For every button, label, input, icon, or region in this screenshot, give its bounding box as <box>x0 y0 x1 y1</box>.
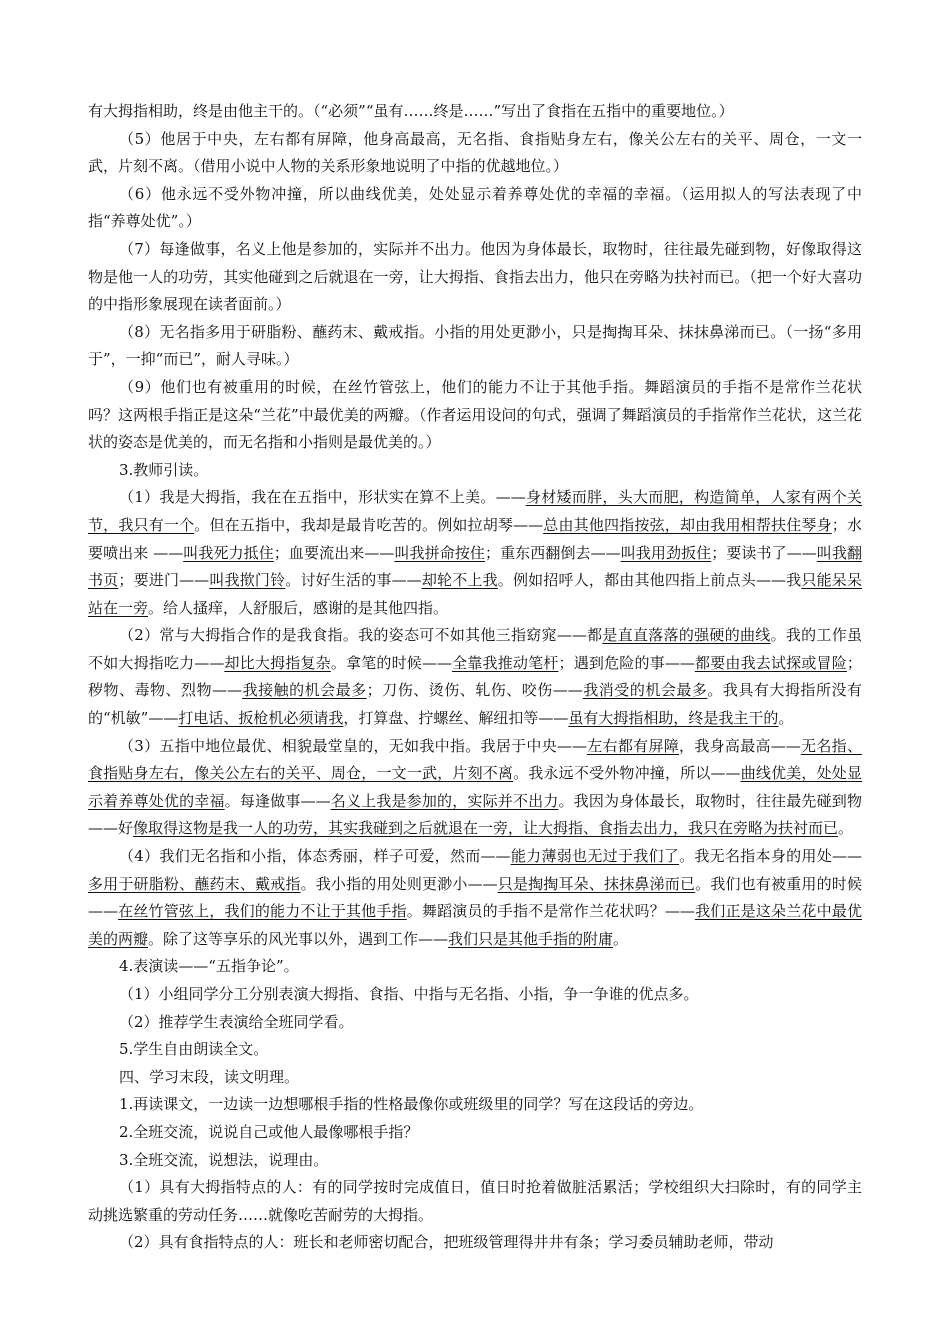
text-run: （9）他们也有被重用的时候，在丝竹管弦上，他们的能力不让于其他手指。舞蹈演员的手指不是常作兰花状吗？这两根手指正是这朵“兰花”中最优美的两瓣。（作者运用设问的句式，强调了舞蹈演员的手指常作兰花状，这兰花状的姿态是优美的，而无名指和小指则是最优美的。） <box>88 377 862 452</box>
text-run: （1）小组同学分工分别表演大拇指、食指、中指与无名指、小指，争一争谁的优点多。 <box>119 985 699 1003</box>
text-run: 。给人搔痒，人舒服后，感谢的是其他四指。 <box>148 598 449 617</box>
paragraph <box>88 126 862 181</box>
underlined-answer: 叫我死力抵住 <box>183 543 274 562</box>
text-run: 。我小指的用处则更渺小—— <box>300 874 498 893</box>
text-run: ；血要流出来—— <box>273 543 395 562</box>
text-run: （3）五指中地位最优、相貌最堂皇的，无如我中指。我居于中央—— <box>119 736 587 755</box>
underlined-answer: 却比大拇指复杂 <box>224 653 331 672</box>
underlined-answer: 曲线优美，处处显示着养尊处优的幸福 <box>88 764 862 810</box>
paragraph <box>88 733 862 843</box>
paragraph <box>88 1064 862 1092</box>
underlined-answer: 无名指、食指贴身左右，像关公左右的关平、周仓，一文一武，片刻不离 <box>88 736 862 783</box>
paragraph <box>88 1229 862 1257</box>
underlined-answer: 左右都有屏障 <box>587 736 680 755</box>
paragraph <box>88 1147 862 1175</box>
underlined-answer: 叫我拼命按住 <box>394 543 485 562</box>
text-run: （1）具有大拇指特点的人：有的同学按时完成值日，值日时抢着做脏活累活；学校组织大扫除时，有的同学主动挑选繁重的劳动任务……就像吃苦耐劳的大拇指。 <box>88 1178 862 1224</box>
paragraph <box>88 181 862 236</box>
text-run: （4）我们无名指和小指，体态秀丽，样子可爱，然而—— <box>119 847 511 866</box>
text-run: 。讨好生活的事—— <box>285 571 422 590</box>
paragraph <box>88 374 862 457</box>
paragraph <box>88 953 862 981</box>
underlined-answer: 虽有大拇指相助，终是我主干的 <box>568 709 779 728</box>
text-run: （6）他永远不受外物冲撞，所以曲线优美，处处显示着养尊处优的幸福的幸福。（运用拟人的写法表现了中指“养尊处优”。） <box>88 184 862 231</box>
text-run: 。 <box>778 709 794 728</box>
underlined-answer: 只是掏掏耳朵、抹抹鼻涕而已 <box>497 874 696 893</box>
text-run: （2）推荐学生表演给全班同学看。 <box>119 1012 354 1031</box>
text-run: （2）常与大拇指合作的是我食指。我的姿态可不如其他三指窈窕——都 <box>119 626 603 645</box>
text-run: 。除了这等享乐的风光事以外，遇到工作—— <box>148 929 449 948</box>
text-run: （2）具有食指特点的人：班长和老师密切配合，把班级管理得井井有条；学习委员辅助老师，带动 <box>119 1233 774 1252</box>
text-run: （1）我是大拇指，我在在五指中，形状实在算不上美。—— <box>119 488 526 507</box>
text-run: 。例如招呼人，都由其他四指上前点头——我 <box>497 571 802 590</box>
text-run: 。我们也有被重用的时候—— <box>88 874 862 921</box>
text-run: 3.教师引读。 <box>119 460 209 479</box>
underlined-answer: 打电话、扳枪机必须请我 <box>178 709 344 728</box>
text-run: 4.表演读——“五指争论”。 <box>119 957 299 976</box>
text-run: 3.全班交流，说想法，说理由。 <box>119 1150 329 1169</box>
paragraph <box>88 1036 862 1064</box>
underlined-answer: 叫我揿门铃 <box>209 571 286 590</box>
text-run: ，我身高最高—— <box>679 736 801 755</box>
underlined-answer: 却轮不上我 <box>421 571 498 590</box>
underlined-answer: 能力薄弱也无过于我们了 <box>510 847 680 866</box>
text-run: 5.学生自由朗读全文。 <box>119 1040 269 1059</box>
text-run: ；要读书了—— <box>711 543 817 562</box>
underlined-answer: 叫我用劲扳住 <box>620 543 712 562</box>
text-run: （8）无名指多用于研脂粉、蘸药末、戴戒指。小指的用处更渺小，只是掏掏耳朵、抹抹鼻涕而已。（一扬“多用于”，一抑“而已”，耐人寻味。） <box>88 322 862 369</box>
underlined-answer: 我接触的机会最多 <box>242 681 367 700</box>
paragraph <box>88 843 862 953</box>
text-run: ；重东西翻倒去—— <box>485 543 621 562</box>
paragraph <box>88 484 862 622</box>
text-run: ；要进门—— <box>118 571 210 590</box>
text-run: 。我永远不受外物冲撞，所以—— <box>513 764 741 783</box>
underlined-answer: 都要由我去试探或冒险 <box>694 653 847 672</box>
paragraph <box>88 1174 862 1229</box>
text-run: 2.全班交流，说说自己或他人最像哪根手指？ <box>119 1122 419 1141</box>
underlined-answer: 我消受的机会最多 <box>582 681 708 700</box>
underlined-answer: 是直直落落的强硬的曲线 <box>602 626 771 645</box>
text-run: 1.再读课文，一边读一边想哪根手指的性格最像你或班级里的同学？写在这段话的旁边。 <box>119 1095 704 1114</box>
text-run: 。我因为身体最长，取物时，往往最先碰到物——好 <box>88 791 862 838</box>
text-run: ；水要喷出来 —— <box>88 515 862 562</box>
text-run: 。我的工作虽不如大拇指吃力—— <box>88 626 862 672</box>
underlined-answer: 总由其他四指按弦，却由我用相帮扶住琴身 <box>543 515 832 534</box>
text-run: （7）每逢做事，名义上他是参加的，实际并不出力。他因为身体最长，取物时，往往最先碰到物，好像取得这物是他一人的功劳，其实他碰到之后就退在一旁，让大拇指、食指去出力，他只在旁略为扶衬而已。（把一个好大喜功的中指形象展现在读者面前。） <box>88 239 862 314</box>
text-run: 。 <box>838 819 854 838</box>
paragraph <box>88 457 862 485</box>
underlined-answer: 只能呆呆站在一旁 <box>88 571 862 617</box>
underlined-answer: 我们正是这朵兰花中最优美的两瓣 <box>88 902 862 948</box>
underlined-answer: 在丝竹管弦上，我们的能力不让于其他手指 <box>118 902 407 921</box>
paragraph <box>88 1009 862 1037</box>
text-run: ，打算盘、拧螺丝、解纽扣等—— <box>343 709 569 728</box>
paragraph <box>88 1119 862 1147</box>
underlined-answer: 身材矮而胖，头大而肥，构造简单，人家有两个关节，我只有一个 <box>88 488 862 534</box>
paragraph <box>88 981 862 1009</box>
paragraph <box>88 98 862 126</box>
underlined-answer: 多用于研脂粉、蘸药末、戴戒指 <box>88 874 301 893</box>
text-run: ；秽物、毒物、烈物—— <box>88 653 862 700</box>
paragraph <box>88 1091 862 1119</box>
text-run: 。每逢做事—— <box>224 791 331 810</box>
underlined-answer: 叫我翻书页 <box>88 543 862 590</box>
text-run: 。但在五指中，我却是最肯吃苦的。例如拉胡琴—— <box>194 515 544 534</box>
text-run: 有大拇指相助，终是由他主干的。（“必须”“虽有……终是……”写出了食指在五指中的重要地位。） <box>88 102 734 120</box>
text-run: 。拿笔的时候—— <box>330 653 452 672</box>
text-run: 。我具有大拇指所没有的“机敏”—— <box>88 681 862 728</box>
text-run: 。舞蹈演员的手指不是常作兰花状吗？—— <box>406 902 695 921</box>
underlined-answer: 全靠我推动笔杆 <box>451 653 559 672</box>
text-run: （5）他居于中央，左右都有屏障，他身高最高，无名指、食指贴身左右，像关公左右的关平、周仓，一文一武，片刻不离。（借用小说中人物的关系形象地说明了中指的优越地位。） <box>88 129 862 176</box>
text-run: ；刀伤、烫伤、轧伤、咬伤—— <box>366 681 583 700</box>
paragraph <box>88 622 862 732</box>
underlined-answer: 名义上我是参加的，实际并不出力 <box>330 791 559 810</box>
text-run: 。 <box>613 929 629 948</box>
paragraph <box>88 319 862 374</box>
paragraph <box>88 236 862 319</box>
text-run: 四、学习末段，读文明理。 <box>119 1067 300 1086</box>
text-run: 。我无名指本身的用处—— <box>679 847 862 866</box>
underlined-answer: 像取得这物是我一人的功劳，其实我碰到之后就退在一旁，让大拇指、食指去出力，我只在旁略为扶衬而已 <box>133 819 839 838</box>
underlined-answer: 我们只是其他手指的附庸 <box>448 929 614 948</box>
text-run: ；遇到危险的事—— <box>558 653 695 672</box>
